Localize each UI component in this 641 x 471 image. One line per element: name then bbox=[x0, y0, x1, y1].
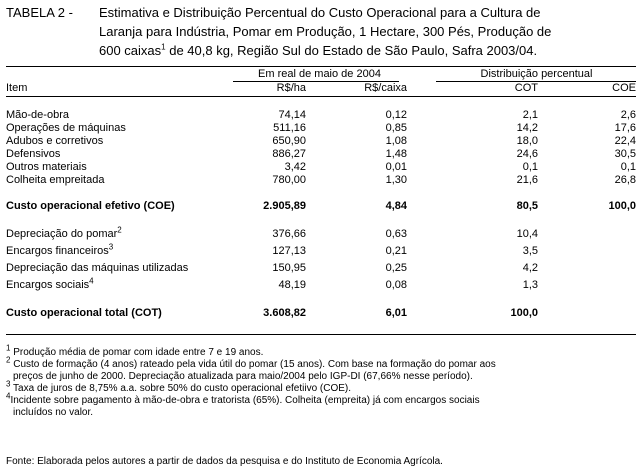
footnote-2-cont: preços de junho de 2000. Depreciação atualizada para maio/2004 pelo IGP-DI (67,66% nesse período). bbox=[13, 371, 473, 382]
table-row: Adubos e corretivos 650,90 1,08 18,0 22,4 bbox=[6, 135, 636, 147]
total-row: Custo operacional total (COT) 3.608,82 6,01 100,0 bbox=[6, 307, 538, 319]
footnote-2: $^2$ Custo de formação (4 anos) rateado pela vida útil do pomar (15 anos). Com base na formação do pomar aos bbox=[6, 355, 496, 370]
header-item: Item bbox=[6, 82, 28, 94]
table-row: Encargos financeiros$^3$ 127,13 0,21 3,5 bbox=[6, 242, 538, 257]
table-row: Depreciação do pomar$^2$ 376,66 0,63 10,4 bbox=[6, 225, 538, 240]
caption-line-3: 600 caixas$^1$ de 40,8 kg, Região Sul do Estado de São Paulo, Safra 2003/04. bbox=[99, 42, 538, 58]
footnote-ref: 1 bbox=[161, 42, 166, 52]
table-row: Defensivos 886,27 1,48 24,6 30,5 bbox=[6, 148, 636, 160]
table-row: Operações de máquinas 511,16 0,85 14,2 17,6 bbox=[6, 122, 636, 134]
table-row: Outros materiais 3,42 0,01 0,1 0,1 bbox=[6, 161, 636, 173]
header-cot: COT bbox=[514, 82, 538, 94]
table-caption bbox=[6, 3, 636, 60]
footnote-1: $^1$ Produção média de pomar com idade entre 7 e 19 anos. bbox=[6, 343, 264, 358]
header-coe: COE bbox=[612, 82, 636, 94]
subtotal-row: Custo operacional efetivo (COE) 2.905,89 4,84 80,5 100,0 bbox=[6, 200, 636, 212]
footnote-ref: 2 bbox=[117, 225, 122, 235]
footnote-ref: 3 bbox=[108, 242, 114, 252]
footnote-4-cont: incluídos no valor. bbox=[13, 407, 94, 418]
group-header-percent: Distribuição percentual bbox=[480, 68, 593, 80]
table-row: Colheita empreitada 780,00 1,30 21,6 26,8 bbox=[6, 174, 636, 186]
group-header-real: Em real de maio de 2004 bbox=[258, 68, 381, 80]
column-header-row bbox=[6, 81, 636, 96]
table-row: Encargos sociais$^4$ 48,19 0,08 1,3 bbox=[6, 276, 538, 291]
table-row: Mão-de-obra 74,14 0,12 2,1 2,6 bbox=[6, 109, 636, 121]
caption-line-1: Estimativa e Distribuição Percentual do Custo Operacional para a Cultura de bbox=[99, 5, 541, 20]
footnote-3: $^3$ Taxa de juros de 8,75% a.a. sobre 50% do custo operacional efetiivo (COE). bbox=[6, 379, 352, 394]
table-row: Depreciação das máquinas utilizadas 150,95 0,25 4,2 bbox=[6, 262, 538, 274]
top-rule bbox=[6, 66, 636, 67]
footnote-ref: 4 bbox=[89, 276, 94, 286]
cost-table bbox=[6, 68, 636, 320]
group-header-row bbox=[6, 68, 636, 81]
caption-label: TABELA 2 - bbox=[6, 5, 73, 20]
caption-line-2: Laranja para Indústria, Pomar em Produção, 1 Hectare, 300 Pés, Produção de bbox=[99, 24, 552, 39]
footnote-4: $^4$Incidente sobre pagamento à mão-de-obra e tratorista (65%). Colheita (empreita) já com encargos sociais bbox=[6, 391, 480, 406]
header-rs-ha: R$/ha bbox=[276, 82, 306, 94]
source-note: Fonte: Elaborada pelos autores a partir de dados da pesquisa e do Instituto de Economia Agrícola. bbox=[6, 456, 443, 467]
header-rs-caixa: R$/caixa bbox=[364, 82, 407, 94]
bottom-rule bbox=[6, 334, 636, 335]
footnotes bbox=[6, 343, 636, 419]
